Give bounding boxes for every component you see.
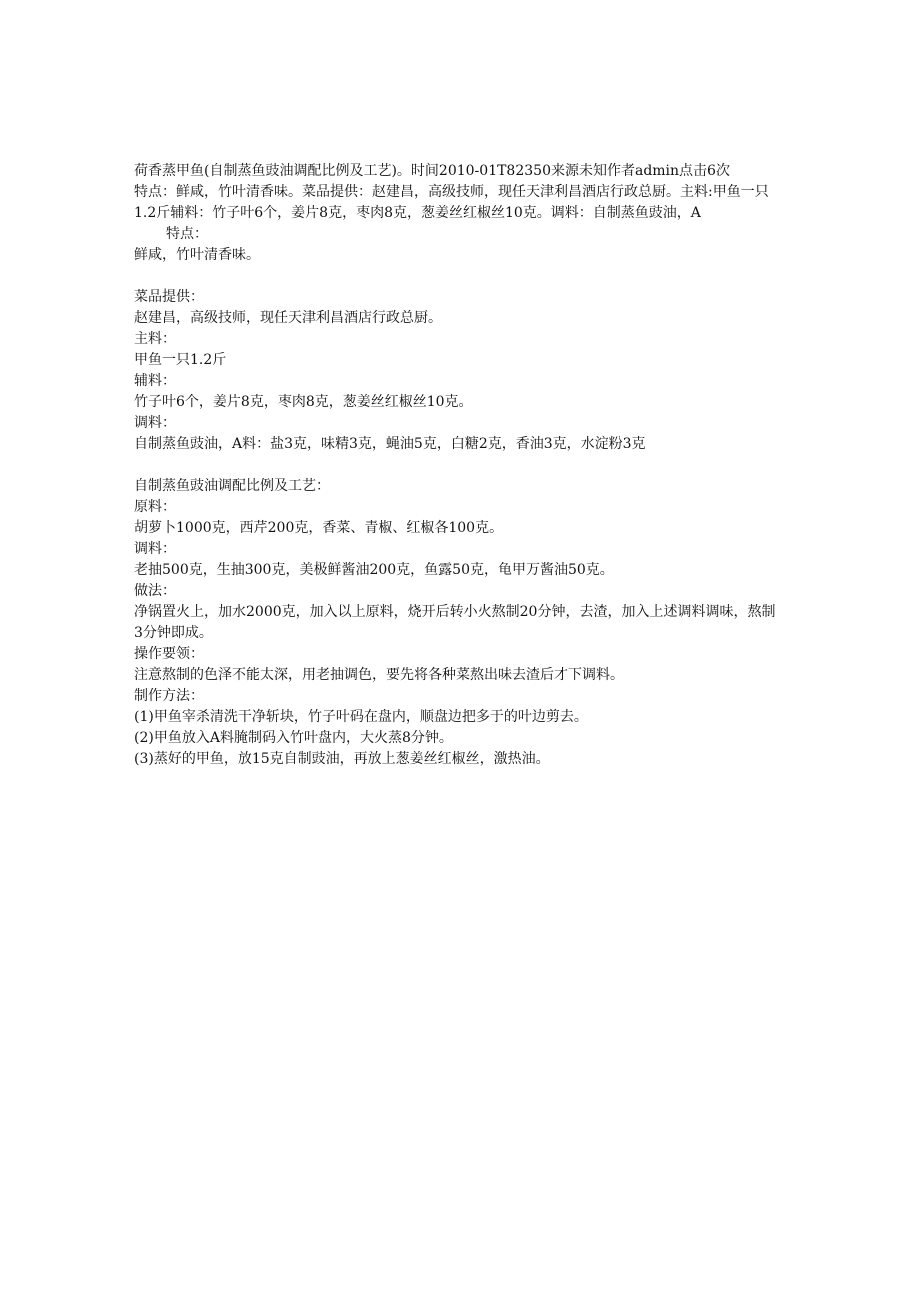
step-item: (1)甲鱼宰杀清洗干净斩块，竹子叶码在盘内，顺盘边把多于的叶边剪去。	[134, 709, 588, 725]
document-page	[134, 160, 784, 770]
tips-text: 注意熬制的色泽不能太深，用老抽调色，要先将各种菜熬出味去渣后才下调料。	[134, 667, 624, 683]
tips-label: 操作要领：	[134, 646, 204, 662]
document-title: 荷香蒸甲鱼(自制蒸鱼豉油调配比例及工艺)。时间2010-01T82350来源未知作者admin点击6次	[134, 163, 730, 179]
spacer	[134, 266, 784, 287]
auxiliary-ingredient-label: 辅料：	[134, 373, 176, 389]
summary-paragraph: 特点：鲜咸，竹叶清香味。菜品提供：赵建昌，高级技师，现任天津利昌酒店行政总厨。主料:甲鱼一只1.2斤辅料：竹子叶6个，姜片8克，枣肉8克，葱姜丝红椒丝10克。调料：自制蒸鱼豉油，A	[134, 184, 769, 221]
seasoning-text: 自制蒸鱼豉油，A料：盐3克，味精3克，蝇油5克，白糖2克，香油3克，水淀粉3克	[134, 436, 646, 452]
main-ingredient-label: 主料：	[134, 331, 176, 347]
steps-label: 制作方法：	[134, 688, 204, 704]
provider-label: 菜品提供：	[134, 289, 204, 305]
spacer	[134, 455, 784, 476]
step-item: (2)甲鱼放入A料腌制码入竹叶盘内，大火蒸8分钟。	[134, 730, 453, 746]
method-text: 净锅置火上，加水2000克，加入以上原料，烧开后转小火熬制20分钟，去渣，加入上述调料调味，熬制3分钟即成。	[134, 604, 776, 641]
step-item: (3)蒸好的甲鱼，放15克自制豉油，再放上葱姜丝红椒丝，激热油。	[134, 751, 550, 767]
seasoning-label: 调料：	[134, 415, 176, 431]
sauce-seasoning-text: 老抽500克，生抽300克，美极鲜酱油200克，鱼露50克，龟甲万酱油50克。	[134, 562, 614, 578]
method-label: 做法：	[134, 583, 176, 599]
features-text: 鲜咸，竹叶清香味。	[134, 247, 260, 263]
features-label: 特点：	[166, 226, 208, 242]
sauce-section-title: 自制蒸鱼豉油调配比例及工艺：	[134, 478, 330, 494]
auxiliary-ingredient-text: 竹子叶6个，姜片8克，枣肉8克，葱姜丝红椒丝10克。	[134, 394, 473, 410]
raw-material-text: 胡萝卜1000克，西芹200克，香菜、青椒、红椒各100克。	[134, 520, 504, 536]
main-ingredient-text: 甲鱼一只1.2斤	[134, 352, 227, 368]
provider-text: 赵建昌，高级技师，现任天津利昌酒店行政总厨。	[134, 310, 442, 326]
sauce-seasoning-label: 调料：	[134, 541, 176, 557]
raw-material-label: 原料：	[134, 499, 176, 515]
